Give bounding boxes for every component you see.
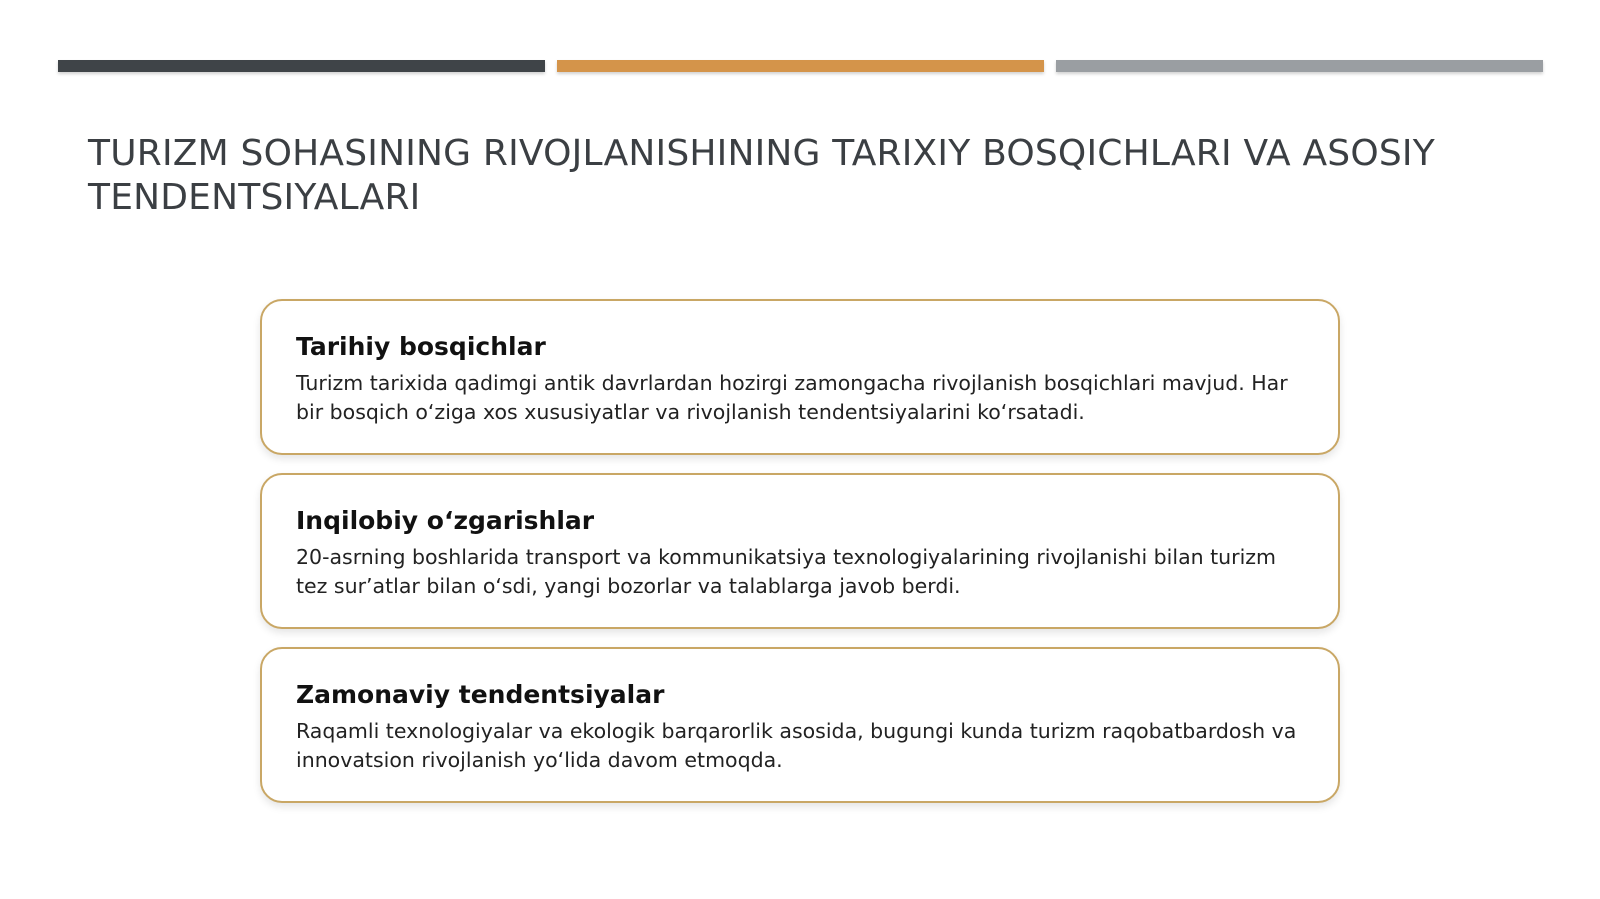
- cards-list: [260, 299, 1340, 821]
- card-heading: Zamonaviy tendentsiyalar: [296, 680, 665, 709]
- decorative-bar-accent: [557, 60, 1044, 72]
- card-modern-trends: [260, 647, 1340, 803]
- slide-title: TURIZM SOHASINING RIVOJLANISHINING TARIXIY BOSQICHLARI VA ASOSIY TENDENTSIYALARI: [88, 133, 1435, 218]
- decorative-bar-dark: [58, 60, 545, 72]
- card-heading: Tarihiy bosqichlar: [296, 332, 546, 361]
- card-revolutionary-changes: [260, 473, 1340, 629]
- card-text: 20-asrning boshlarida transport va kommunikatsiya texnologiyalarining rivojlanishi bilan turizm tez sur’atlar bilan o‘sdi, yangi bozorlar va talablarga javob berdi.: [296, 545, 1277, 598]
- card-text: Turizm tarixida qadimgi antik davrlardan hozirgi zamongacha rivojlanish bosqichlari mavjud. Har bir bosqich o‘ziga xos xususiyatlar va rivojlanish tendentsiyalarini ko‘rsatadi.: [296, 371, 1288, 424]
- decorative-bar-gray: [1056, 60, 1543, 72]
- card-historical-stages: [260, 299, 1340, 455]
- card-text: Raqamli texnologiyalar va ekologik barqarorlik asosida, bugungi kunda turizm raqobatbardosh va innovatsion rivojlanish yo‘lida davom etmoqda.: [296, 719, 1297, 772]
- card-heading: Inqilobiy o‘zgarishlar: [296, 506, 595, 535]
